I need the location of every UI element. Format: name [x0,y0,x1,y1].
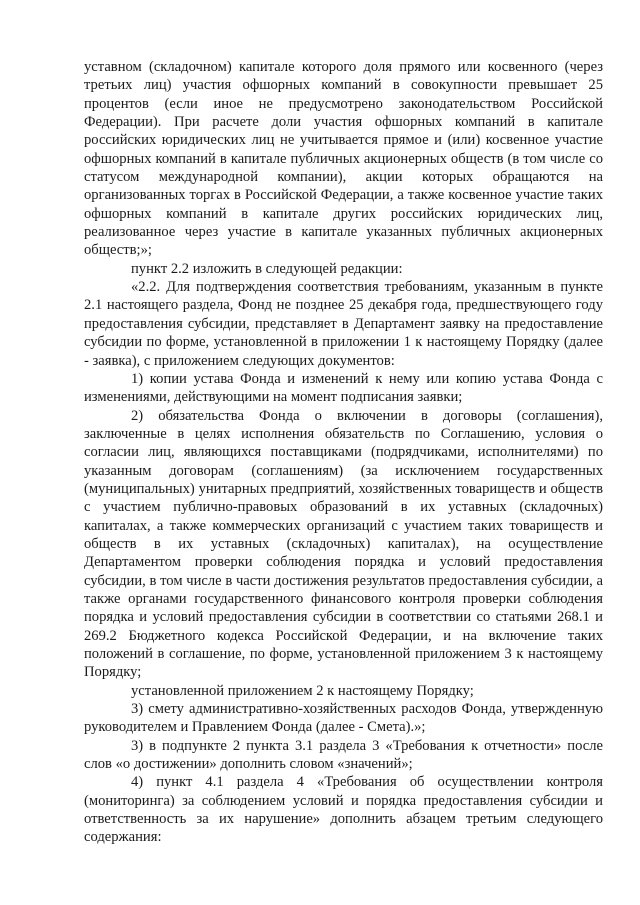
paragraph-list-item-3: 3) смету административно-хозяйственных расходов Фонда, утвержденную руководителем и Правлением Фонда (далее - Смета).»; [84,701,603,736]
paragraph-list-item-1: 1) копии устава Фонда и изменений к нему или копию устава Фонда с изменениями, действующими на момент подписания заявки; [84,370,603,406]
paragraph-established-by-annex-2: установленной приложением 2 к настоящему Порядку; [131,682,474,699]
paragraph-item-2-2-text: «2.2. Для подтверждения соответствия требованиям, указанным в пункте 2.1 настоящего раздела, Фонд не позднее 25 декабря года, предшествующего году предоставления субсидии, представляет в Департамент заявку на предоставление субсидии по форме, установленной в приложении 1 к настоящему Порядку (далее - заявка), с приложением следующих документов: [84,279,603,369]
paragraph-item-2-2-intro: пункт 2.2 изложить в следующей редакции: [131,260,403,277]
paragraph-offshore-participation: уставном (складочном) капитале которого доля прямого или косвенного (через третьих лиц) участия офшорных компаний в совокупности превышает 25 процентов (если иное не предусмотрено законодательством Российской Федерации). При расчете доли участия офшорных компаний в капитале российских юридических лиц не учитывается прямое и (или) косвенное участие офшорных компаний в капитале публичных акционерных обществ (в том числе со статусом международной компании), акции которых обращаются на организованных торгах в Российской Федерации, а также косвенное участие таких офшорных компаний в капитале других российских юридических лиц, реализованное через участие в капитале указанных публичных акционерных обществ;»; [84,59,603,259]
paragraph-list-item-2: 2) обязательства Фонда о включении в договоры (соглашения), заключенные в целях исполнения обязательств по Соглашению, условия о согласии лиц, являющихся поставщиками (подрядчиками, исполнителями) по указанным договорам (соглашениям) (за исключением государственных (муниципальных) унитарных предприятий, хозяйственных товариществ и обществ с участием публично-правовых образований в их уставных (складочных) капиталах, а также коммерческих организаций с участием таких товариществ и обществ в их уставных (складочных) капиталах), на осуществление Департаментом проверки соблюдения порядка и условий предоставления субсидии, в том числе в части достижения результатов предоставления субсидии, а также органами государственного финансового контроля проверки соблюдения порядка и условий предоставления субсидии в соответствии со статьями 268.1 и 269.2 Бюджетного кодекса Российской Федерации, и на включение таких положений в соглашение, по форме, установленной приложением 3 к настоящему Порядку; [84,407,603,681]
paragraph-amendment-3: 3) в подпункте 2 пункта 3.1 раздела 3 «Требования к отчетности» после слов «о достижении» дополнить словом «значений»; [84,737,603,773]
paragraph-amendment-4: 4) пункт 4.1 раздела 4 «Требования об осуществлении контроля (мониторинга) за соблюдением условий и порядка предоставления субсидии и ответственность за их нарушение» дополнить абзацем третьим следующего содержания: [84,774,603,846]
